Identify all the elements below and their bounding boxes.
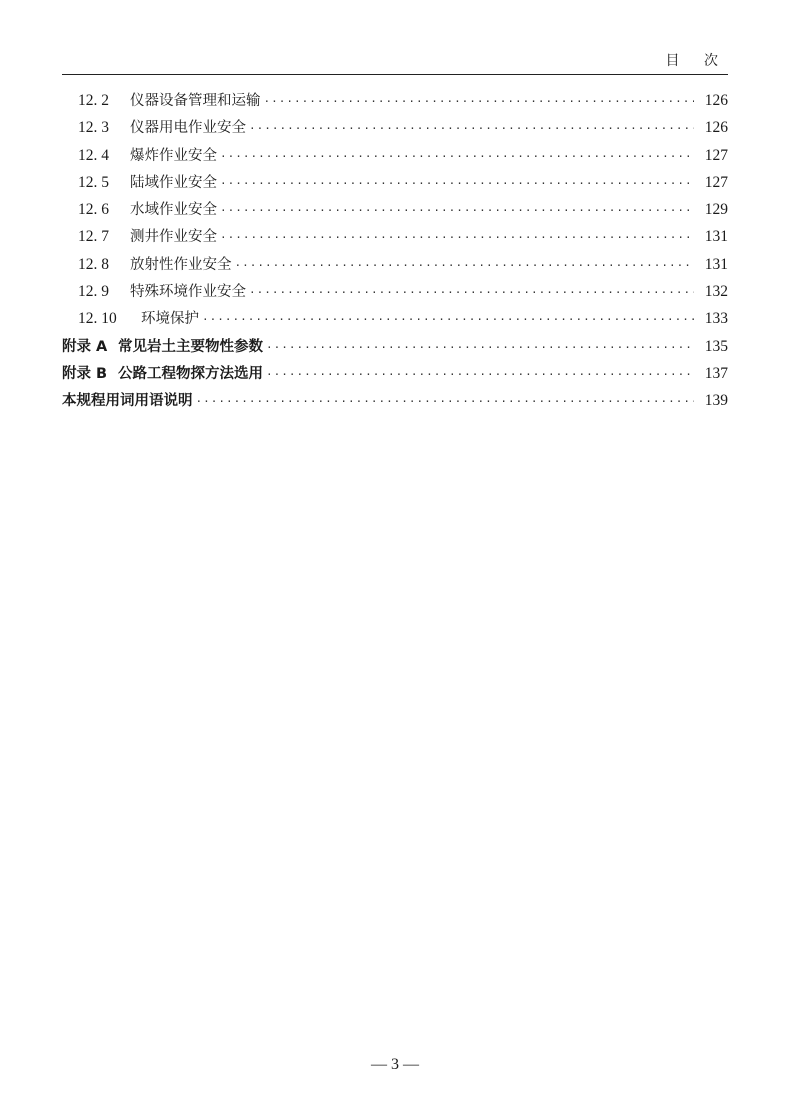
toc-entry-title: 陆域作业安全 (130, 174, 217, 191)
toc-entry-title: 测井作业安全 (130, 229, 217, 246)
dot-leader (249, 279, 694, 306)
toc-entry-12-9[interactable] (62, 278, 728, 305)
toc-entry-page: 135 (704, 337, 728, 355)
toc-entry-12-2[interactable] (62, 87, 728, 114)
toc-entry-number: 12. 4 (78, 146, 109, 164)
header-title: 目 次 (665, 53, 728, 69)
toc-entry-title: 公路工程物探方法选用 (118, 365, 263, 382)
toc-entry-12-4[interactable] (62, 142, 728, 169)
toc-entry-title: 水域作业安全 (130, 202, 217, 219)
toc-entry-appendix-a[interactable] (62, 333, 728, 360)
toc-entry-terminology[interactable] (62, 387, 728, 414)
toc-entry-number: 12. 5 (78, 173, 109, 191)
toc-entry-title: 仪器设备管理和运输 (130, 93, 261, 109)
dot-leader (220, 224, 694, 251)
toc-entry-title: 本规程用词用语说明 (62, 393, 193, 410)
toc-entry-page: 139 (704, 392, 728, 410)
toc-entry-12-10[interactable] (62, 305, 728, 332)
page-header (62, 40, 728, 75)
toc-entry-12-7[interactable] (62, 223, 728, 250)
toc-entry-page: 137 (704, 364, 728, 382)
dot-leader (220, 170, 694, 197)
dot-leader (235, 252, 695, 279)
toc-entry-number: 12. 7 (78, 228, 109, 246)
toc-entry-number: 附录 A (62, 338, 108, 355)
toc-entry-title: 环境保护 (141, 311, 199, 328)
toc-entry-page: 133 (704, 310, 728, 328)
toc-entry-number: 12. 2 (78, 92, 109, 109)
toc-entry-title: 放射性作业安全 (130, 256, 232, 273)
toc-entry-title: 仪器用电作业安全 (130, 120, 246, 137)
toc-entry-title: 特殊环境作业安全 (130, 284, 246, 301)
toc-entry-appendix-b[interactable] (62, 360, 728, 387)
dot-leader (220, 197, 694, 224)
page-number: — 3 — (371, 1056, 419, 1073)
toc-entry-number: 附录 B (62, 365, 108, 382)
toc-entry-12-5[interactable] (62, 169, 728, 196)
toc-entry-12-6[interactable] (62, 196, 728, 223)
toc-entry-title: 爆炸作业安全 (130, 147, 217, 164)
toc-entry-page: 126 (704, 119, 728, 137)
toc-entry-number: 12. 8 (78, 255, 109, 273)
toc-entry-title: 常见岩土主要物性参数 (118, 338, 263, 355)
toc-entry-page: 129 (704, 201, 728, 219)
toc-entry-page: 126 (704, 92, 728, 109)
dot-leader (266, 361, 694, 388)
toc-entry-page: 127 (704, 146, 728, 164)
toc-entry-page: 127 (704, 173, 728, 191)
toc-entry-page: 131 (704, 228, 728, 246)
toc-entry-number: 12. 6 (78, 201, 109, 219)
toc-entry-page: 131 (704, 255, 728, 273)
toc-entry-number: 12. 9 (78, 283, 109, 301)
dot-leader (249, 115, 694, 142)
toc-entry-12-3[interactable] (62, 114, 728, 141)
dot-leader (266, 334, 694, 361)
toc-entry-page: 132 (704, 283, 728, 301)
toc-entry-number: 12. 3 (78, 119, 109, 137)
dot-leader (264, 88, 695, 115)
dot-leader (220, 143, 694, 170)
table-of-contents (62, 87, 728, 415)
dot-leader (196, 388, 695, 415)
dot-leader (202, 306, 694, 333)
toc-entry-number: 12. 10 (78, 310, 117, 328)
toc-entry-12-8[interactable] (62, 251, 728, 278)
